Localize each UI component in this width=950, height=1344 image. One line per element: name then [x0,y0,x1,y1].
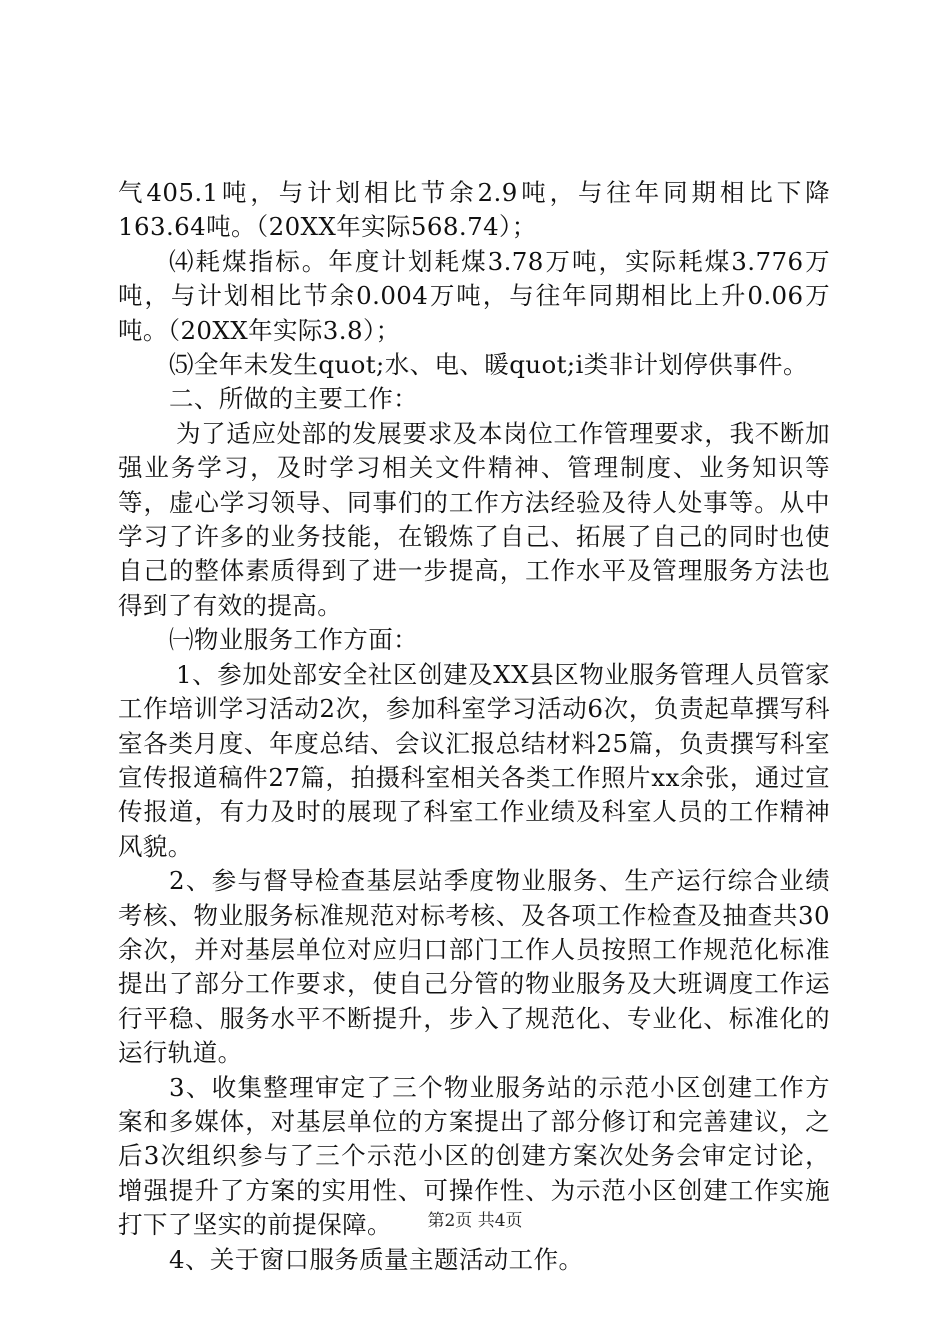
section-heading-main-work: 二、所做的主要工作： [169,384,418,414]
page-footer [0,1210,950,1232]
paragraph-gas-consumption: 气405.1吨，与计划相比节余2.9吨，与往年同期相比下降163.64吨。（20XX年实际568.74）； [118,178,830,242]
paragraph-study-summary: 为了适应处部的发展要求及本岗位工作管理要求，我不断加强业务学习，及时学习相关文件精神、管理制度、业务知识等等，虚心学习领导、同事们的工作方法经验及待人处事等。从中学习了许多的业务技能，在锻炼了自己、拓展了自己的同时也使自己的整体素质得到了进一步提高，工作水平及管理服务方法也得到了有效的提高。 [118,418,830,620]
list-item-3: 3、收集整理审定了三个物业服务站的示范小区创建工作方案和多媒体，对基层单位的方案提出了部分修订和完善建议，之后3次组织参与了三个示范小区的创建方案次处务会审定讨论，增强提升了方案的实用性、可操作性、为示范小区创建工作实施打下了坚实的前提保障。 [118,1072,830,1240]
page-number: 第2页 共4页 [427,1211,523,1231]
paragraph-no-outage: ⑸全年未发生quot;水、电、暖quot;ⅰ类非计划停供事件。 [169,350,808,380]
list-item-4: 4、关于窗口服务质量主题活动工作。 [169,1244,584,1274]
list-item-1: 1、参加处部安全社区创建及XX县区物业服务管理人员管家工作培训学习活动2次，参加科室学习活动6次，负责起草撰写科室各类月度、年度总结、会议汇报总结材料25篇，负责撰写科室宣传报道稿件27篇，拍摄科室相关各类工作照片xx余张，通过宣传报道，有力及时的展现了科室工作业绩及科室人员的工作精神风貌。 [118,659,830,861]
document-body [118,176,830,1277]
list-item-2: 2、参与督导检查基层站季度物业服务、生产运行综合业绩考核、物业服务标准规范对标考核、及各项工作检查及抽查共30余次，并对基层单位对应归口部门工作人员按照工作规范化标准提出了部分工作要求，使自己分管的物业服务及大班调度工作运行平稳、服务水平不断提升，步入了规范化、专业化、标准化的运行轨道。 [118,866,830,1068]
paragraph-coal-consumption: ⑷耗煤指标。年度计划耗煤3.78万吨，实际耗煤3.776万吨，与计划相比节余0.004万吨，与往年同期相比上升0.06万吨。（20XX年实际3.8）； [118,246,830,345]
subsection-heading-property-service: ㈠物业服务工作方面： [169,625,418,655]
